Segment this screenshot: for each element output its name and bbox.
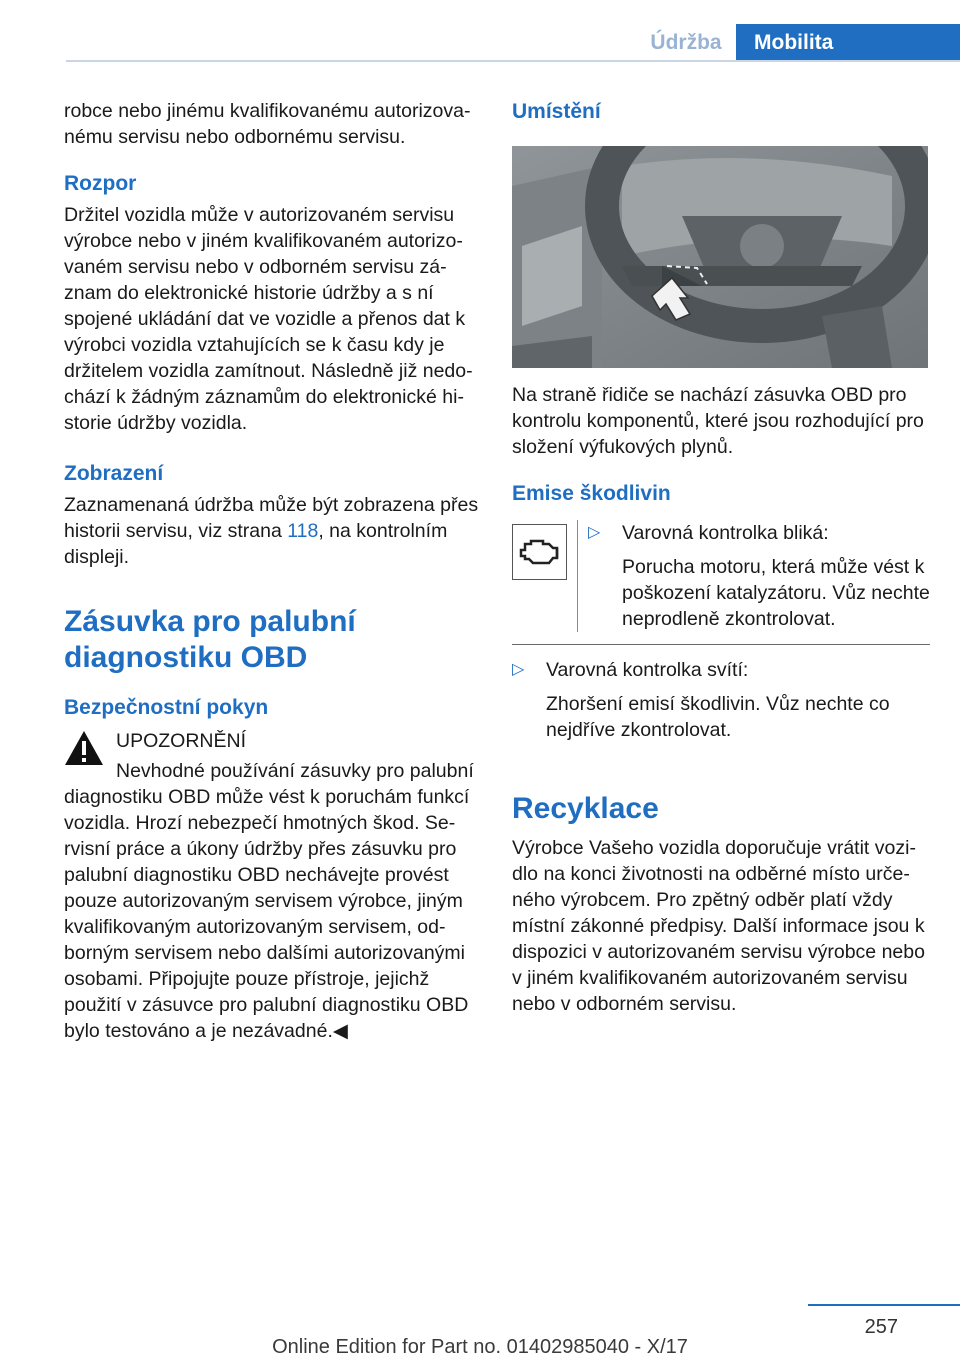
list-marker-icon: ▷: [512, 661, 525, 678]
warning-label: UPOZORNĚNÍ: [116, 730, 247, 752]
header-rule: [66, 60, 960, 62]
rozpor-heading: Rozpor: [64, 172, 137, 195]
tab-udrzba[interactable]: Údržba: [650, 31, 722, 54]
umisteni-paragraph: Na straně řidiče se nachází zásuvka OBD pro kontrolu komponentů, které jsou rozhodující pro složení výfukových plynů.: [512, 384, 924, 458]
recyklace-heading: Recyklace: [512, 792, 659, 825]
emise-row-1: [512, 520, 930, 632]
emise-separator: [512, 644, 930, 645]
page-number: 257: [864, 1316, 898, 1338]
rozpor-paragraph: Držitel vozidla může v autorizovaném servisu výrobce nebo v jiném kvalifikovaném autorizovaném servisu nebo v odborném servisu záznam do elektronické historie údržby a s ní spojené ukládání dat ve vozidle a přenos dat k výrobci vozidla vztahujících se k času kdy je držitelem vozidla zamítnout. Následně již nedochází k žádným záznamům do elektronické historie údržby vozidla.: [64, 204, 473, 434]
engine-warning-lamp-box: [512, 524, 567, 580]
page-link-118[interactable]: 118: [287, 520, 319, 542]
page-number-rule: [808, 1304, 960, 1306]
list-marker-icon: ▷: [588, 524, 601, 541]
obd-location-photo: [512, 146, 928, 368]
zobrazeni-text-before: Zaznamenaná údržba může být zobrazena přes historii servisu, viz strana: [64, 494, 479, 542]
footer-edition: Online Edition for Part no. 01402985040 - X/17: [272, 1336, 688, 1358]
intro-paragraph: robce nebo jinému kvalifikovanému autorizovanému servisu nebo odbornému servisu.: [64, 100, 471, 148]
tab-mobilita[interactable]: Mobilita: [736, 24, 960, 62]
umisteni-heading: Umístění: [512, 100, 601, 123]
item1-text: Porucha motoru, která může vést k poškození katalyzátoru. Vůz nechte neprodleně zkontrolovat.: [622, 556, 930, 630]
emise-item-2: [512, 657, 930, 743]
zobrazeni-heading: Zobrazení: [64, 462, 164, 485]
warning-block: [64, 728, 479, 754]
emise-item-1: [588, 520, 930, 632]
emise-heading: Emise škodlivin: [512, 482, 671, 505]
obd-section-heading: Zásuvka pro palubní diagnostiku OBD: [64, 605, 356, 674]
recyklace-paragraph: Výrobce Vašeho vozidla doporučuje vrátit vozidlo na konci životnosti na odběrné místo určeného výrobcem. Pro zpětný odběr platí vždy místní zákonné předpisy. Další informace jsou k dispozici v autorizovaném servisu výrobce nebo v jiném kvalifikovaném autorizovaném servisu nebo v odborném servisu.: [512, 837, 925, 1015]
emise-item-1-wrapper: [577, 520, 930, 632]
engine-check-icon: [517, 536, 563, 568]
item2-title: Varovná kontrolka svítí:: [546, 659, 749, 681]
zobrazeni-text-after: , na kontrolním displeji.: [64, 520, 448, 568]
safety-heading: Bezpečnostní pokyn: [64, 696, 269, 719]
warning-triangle-icon: [64, 730, 104, 766]
left-column: [64, 98, 479, 1044]
item2-text: Zhoršení emisí škodlivin. Vůz nechte co nejdříve zkontrolovat.: [546, 693, 890, 741]
right-column: [512, 98, 930, 1017]
warning-text: Nevhodné používání zásuvky pro palubní diagnostiku OBD může vést k poruchám funkcí vozidla. Hrozí nebezpečí hmotných škod. Servisní práce a úkony údržby přes zásuvku pro palubní diagnostiku OBD nechávejte provést pouze autorizovaným servisem výrobce, jiným kvalifikovaným autorizovaným servisem, odborným servisem nebo dalšími autorizovanými osobami. Připojujte pouze přístroje, jejichž použití v zásuvce pro palubní diagnostiku OBD bylo testováno a je nezávadné.◀: [64, 760, 474, 1042]
zobrazeni-paragraph: [64, 492, 479, 570]
item1-title: Varovná kontrolka bliká:: [622, 522, 829, 544]
